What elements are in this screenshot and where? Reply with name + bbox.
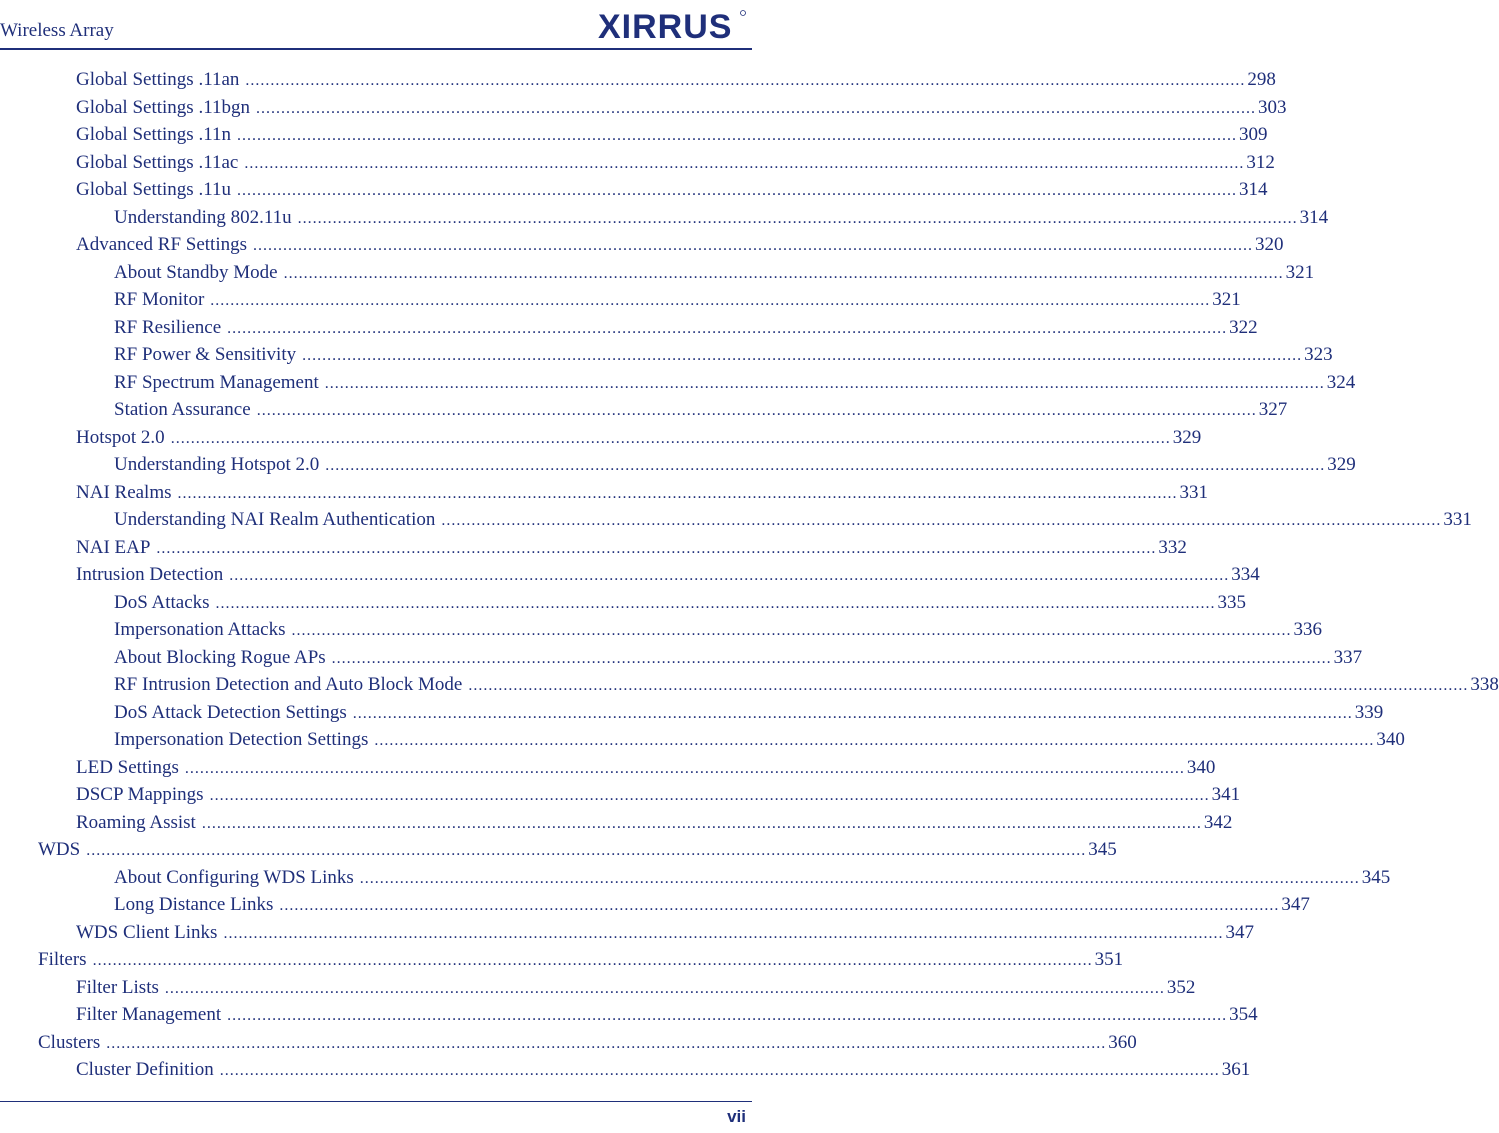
toc-entry[interactable] xyxy=(38,1029,1137,1056)
toc-entry-title: RF Power & Sensitivity xyxy=(114,344,297,365)
toc-entry[interactable] xyxy=(76,809,1233,836)
toc-entry-title: Impersonation Detection Settings xyxy=(114,729,369,750)
toc-entry[interactable] xyxy=(114,369,1356,396)
toc-entry-page: 347 xyxy=(1281,894,1310,915)
toc-entry-title: Impersonation Attacks xyxy=(114,619,286,640)
toc-entry-page: 347 xyxy=(1225,921,1254,943)
toc-entry-title: Clusters xyxy=(38,1031,101,1053)
toc-leader-dots: ........................................................................................................................................................................................................ xyxy=(210,292,1211,309)
toc-entry-title: Global Settings .11bgn xyxy=(76,96,250,118)
toc-entry-page: 331 xyxy=(1443,509,1472,530)
toc-entry[interactable] xyxy=(114,644,1363,671)
toc-leader-dots: ........................................................................................................................................................................................................ xyxy=(92,952,1093,969)
toc-leader-dots: ........................................................................................................................................................................................................ xyxy=(156,539,1157,557)
toc-leader-dots: ........................................................................................................................................................................................................ xyxy=(324,374,1325,392)
toc-leader-dots: ........................................................................................................................................................................................................ xyxy=(359,869,1360,887)
toc-entry-page: 320 xyxy=(1255,234,1284,255)
toc-entry-title: Filter Lists xyxy=(76,976,159,998)
toc-entry[interactable] xyxy=(114,204,1329,231)
toc-entry[interactable] xyxy=(114,671,1499,698)
toc-leader-dots: ........................................................................................................................................................................................................ xyxy=(331,649,1332,667)
toc-leader-dots: ........................................................................................................................................................................................................ xyxy=(209,787,1210,804)
toc-entry[interactable] xyxy=(114,726,1405,753)
toc-entry[interactable] xyxy=(76,176,1268,203)
toc-entry-page: 324 xyxy=(1326,371,1356,393)
toc-entry-page: 331 xyxy=(1179,481,1209,503)
toc-leader-dots: ........................................................................................................................................................................................................ xyxy=(468,677,1469,694)
toc-entry-title: Hotspot 2.0 xyxy=(76,426,165,448)
toc-entry-page: 360 xyxy=(1108,1031,1137,1053)
toc-entry-title: About Configuring WDS Links xyxy=(114,866,354,888)
toc-entry-page: 345 xyxy=(1088,839,1117,860)
toc-leader-dots: ........................................................................................................................................................................................................ xyxy=(86,842,1087,859)
toc-entry-title: Global Settings .11n xyxy=(76,124,231,145)
toc-leader-dots: ........................................................................................................................................................................................................ xyxy=(441,512,1442,529)
footer-page-number: vii xyxy=(727,1107,746,1126)
toc-entry-page: 322 xyxy=(1229,316,1258,338)
toc-entry-title: RF Spectrum Management xyxy=(114,371,319,393)
toc-entry[interactable] xyxy=(114,616,1322,643)
toc-entry[interactable] xyxy=(76,974,1196,1001)
toc-entry[interactable] xyxy=(76,149,1275,176)
toc-entry-title: Filter Management xyxy=(76,1004,222,1025)
toc-leader-dots: ........................................................................................................................................................................................................ xyxy=(374,732,1375,749)
toc-leader-dots: ........................................................................................................................................................................................................ xyxy=(170,429,1171,447)
toc-entry[interactable] xyxy=(114,259,1315,286)
toc-leader-dots: ........................................................................................................................................................................................................ xyxy=(184,759,1185,777)
footer-divider xyxy=(0,1101,752,1102)
toc-entry-page: 314 xyxy=(1239,179,1268,200)
toc-entry[interactable] xyxy=(38,836,1117,863)
toc-entry[interactable] xyxy=(76,1056,1251,1083)
toc-entry-title: Understanding 802.11u xyxy=(114,206,292,228)
toc-entry-title: Global Settings .11ac xyxy=(76,151,239,173)
header-divider xyxy=(0,48,752,50)
toc-entry[interactable] xyxy=(76,561,1260,588)
toc-entry-page: 352 xyxy=(1166,976,1196,998)
toc-entry[interactable] xyxy=(76,919,1254,946)
toc-leader-dots: ........................................................................................................................................................................................................ xyxy=(256,402,1257,419)
toc-entry-page: 334 xyxy=(1231,564,1260,585)
toc-entry[interactable] xyxy=(76,66,1276,93)
toc-entry-page: 321 xyxy=(1285,261,1315,283)
toc-entry-page: 354 xyxy=(1229,1004,1258,1025)
toc-entry[interactable] xyxy=(76,754,1216,781)
toc-leader-dots: ........................................................................................................................................................................................................ xyxy=(177,484,1178,502)
toc-entry-title: Roaming Assist xyxy=(76,811,196,833)
toc-entry-title: WDS Client Links xyxy=(76,921,218,943)
toc-entry-title: WDS xyxy=(38,839,81,860)
toc-entry[interactable] xyxy=(114,864,1391,891)
toc-leader-dots: ........................................................................................................................................................................................................ xyxy=(244,154,1245,172)
logo-text: XIRRUS xyxy=(598,8,733,46)
toc-leader-dots: ........................................................................................................................................................................................................ xyxy=(201,814,1202,832)
toc-entry-page: 336 xyxy=(1293,619,1322,640)
toc-entry-title: LED Settings xyxy=(76,756,179,778)
toc-entry-title: Filters xyxy=(38,949,87,970)
toc-entry[interactable] xyxy=(76,94,1287,121)
toc-entry-page: 341 xyxy=(1211,784,1241,805)
toc-entry-title: Advanced RF Settings xyxy=(76,234,247,255)
toc-entry-page: 309 xyxy=(1239,124,1268,145)
toc-entry[interactable] xyxy=(38,946,1124,973)
toc-entry[interactable] xyxy=(76,1001,1258,1028)
toc-entry-page: 314 xyxy=(1299,206,1329,228)
toc-entry-title: DoS Attack Detection Settings xyxy=(114,701,347,723)
toc-leader-dots: ........................................................................................................................................................................................................ xyxy=(291,622,1292,639)
toc-entry-page: 327 xyxy=(1258,399,1288,420)
toc-leader-dots: ........................................................................................................................................................................................................ xyxy=(106,1034,1107,1052)
toc-entry[interactable] xyxy=(114,341,1333,368)
toc-entry-page: 339 xyxy=(1354,701,1384,723)
toc-entry-title: About Standby Mode xyxy=(114,261,278,283)
toc-entry-page: 323 xyxy=(1304,344,1333,365)
toc-entry-page: 321 xyxy=(1212,289,1241,310)
toc-entry-title: Station Assurance xyxy=(114,399,251,420)
toc-entry-page: 345 xyxy=(1361,866,1391,888)
toc-entry[interactable] xyxy=(114,314,1258,341)
toc-entry-page: 335 xyxy=(1217,591,1247,613)
toc-entry-page: 332 xyxy=(1158,536,1187,558)
toc-leader-dots: ........................................................................................................................................................................................................ xyxy=(283,264,1284,282)
toc-entry[interactable] xyxy=(114,506,1472,533)
toc-entry[interactable] xyxy=(76,781,1241,808)
toc-entry[interactable] xyxy=(76,231,1284,258)
toc-entry-page: 312 xyxy=(1246,151,1275,173)
toc-entry-title: Intrusion Detection xyxy=(76,564,224,585)
toc-leader-dots: ........................................................................................................................................................................................................ xyxy=(237,182,1237,199)
toc-entry-page: 303 xyxy=(1258,96,1287,118)
toc-entry-title: Long Distance Links xyxy=(114,894,274,915)
toc-entry-title: NAI Realms xyxy=(76,481,172,503)
toc-leader-dots: ........................................................................................................................................................................................................ xyxy=(325,457,1326,474)
document-title: Wireless Array xyxy=(0,20,114,41)
toc-entry-title: RF Monitor xyxy=(114,289,205,310)
toc-entry-page: 351 xyxy=(1094,949,1124,970)
toc-entry[interactable] xyxy=(76,424,1202,451)
toc-entry-title: RF Intrusion Detection and Auto Block Mode xyxy=(114,674,463,695)
toc-entry[interactable] xyxy=(114,396,1288,423)
toc-entry-title: DSCP Mappings xyxy=(76,784,204,805)
toc-entry[interactable] xyxy=(114,589,1247,616)
toc-leader-dots: ........................................................................................................................................................................................................ xyxy=(297,209,1298,227)
toc-entry-page: 340 xyxy=(1376,729,1405,750)
toc-leader-dots: ........................................................................................................................................................................................................ xyxy=(279,897,1280,914)
toc-entry-page: 337 xyxy=(1333,646,1363,668)
toc-entry[interactable] xyxy=(114,451,1356,478)
toc-entry-title: Understanding NAI Realm Authentication xyxy=(114,509,436,530)
toc-leader-dots: ........................................................................................................................................................................................................ xyxy=(245,72,1246,89)
toc-leader-dots: ........................................................................................................................................................................................................ xyxy=(352,704,1353,722)
toc-entry-title: Cluster Definition xyxy=(76,1059,214,1080)
toc-entry-title: RF Resilience xyxy=(114,316,222,338)
toc-entry[interactable] xyxy=(76,479,1209,506)
toc-leader-dots: ........................................................................................................................................................................................................ xyxy=(227,1007,1228,1024)
toc-leader-dots: ........................................................................................................................................................................................................ xyxy=(223,924,1224,942)
toc-entry[interactable] xyxy=(114,699,1384,726)
toc-entry[interactable] xyxy=(76,121,1268,148)
toc-entry-page: 340 xyxy=(1186,756,1216,778)
toc-leader-dots: ........................................................................................................................................................................................................ xyxy=(237,127,1237,144)
toc-leader-dots: ........................................................................................................................................................................................................ xyxy=(229,567,1230,584)
toc-entry-page: 298 xyxy=(1247,69,1276,90)
toc-entry-page: 342 xyxy=(1203,811,1233,833)
toc-entry-page: 338 xyxy=(1470,674,1499,695)
toc-entry[interactable] xyxy=(114,286,1241,313)
toc-leader-dots: ........................................................................................................................................................................................................ xyxy=(219,1062,1220,1079)
toc-entry[interactable] xyxy=(76,534,1187,561)
toc-entry-title: Global Settings .11u xyxy=(76,179,231,200)
toc-leader-dots: ........................................................................................................................................................................................................ xyxy=(227,319,1228,337)
toc-leader-dots: ........................................................................................................................................................................................................ xyxy=(253,237,1253,254)
toc-leader-dots: ........................................................................................................................................................................................................ xyxy=(164,979,1165,997)
toc-entry-page: 329 xyxy=(1172,426,1202,448)
toc-entry-title: Understanding Hotspot 2.0 xyxy=(114,454,320,475)
toc-entry-title: NAI EAP xyxy=(76,536,151,558)
toc-leader-dots: ........................................................................................................................................................................................................ xyxy=(302,347,1303,364)
toc-leader-dots: ........................................................................................................................................................................................................ xyxy=(256,99,1256,117)
toc-entry-page: 361 xyxy=(1221,1059,1251,1080)
toc-entry-title: Global Settings .11an xyxy=(76,69,240,90)
page-header xyxy=(0,0,752,50)
toc-entry-page: 329 xyxy=(1327,454,1356,475)
toc-leader-dots: ........................................................................................................................................................................................................ xyxy=(215,594,1216,612)
toc-entry-title: About Blocking Rogue APs xyxy=(114,646,326,668)
xirrus-logo xyxy=(596,8,746,46)
toc-entry-title: DoS Attacks xyxy=(114,591,210,613)
toc-entry[interactable] xyxy=(114,891,1310,918)
